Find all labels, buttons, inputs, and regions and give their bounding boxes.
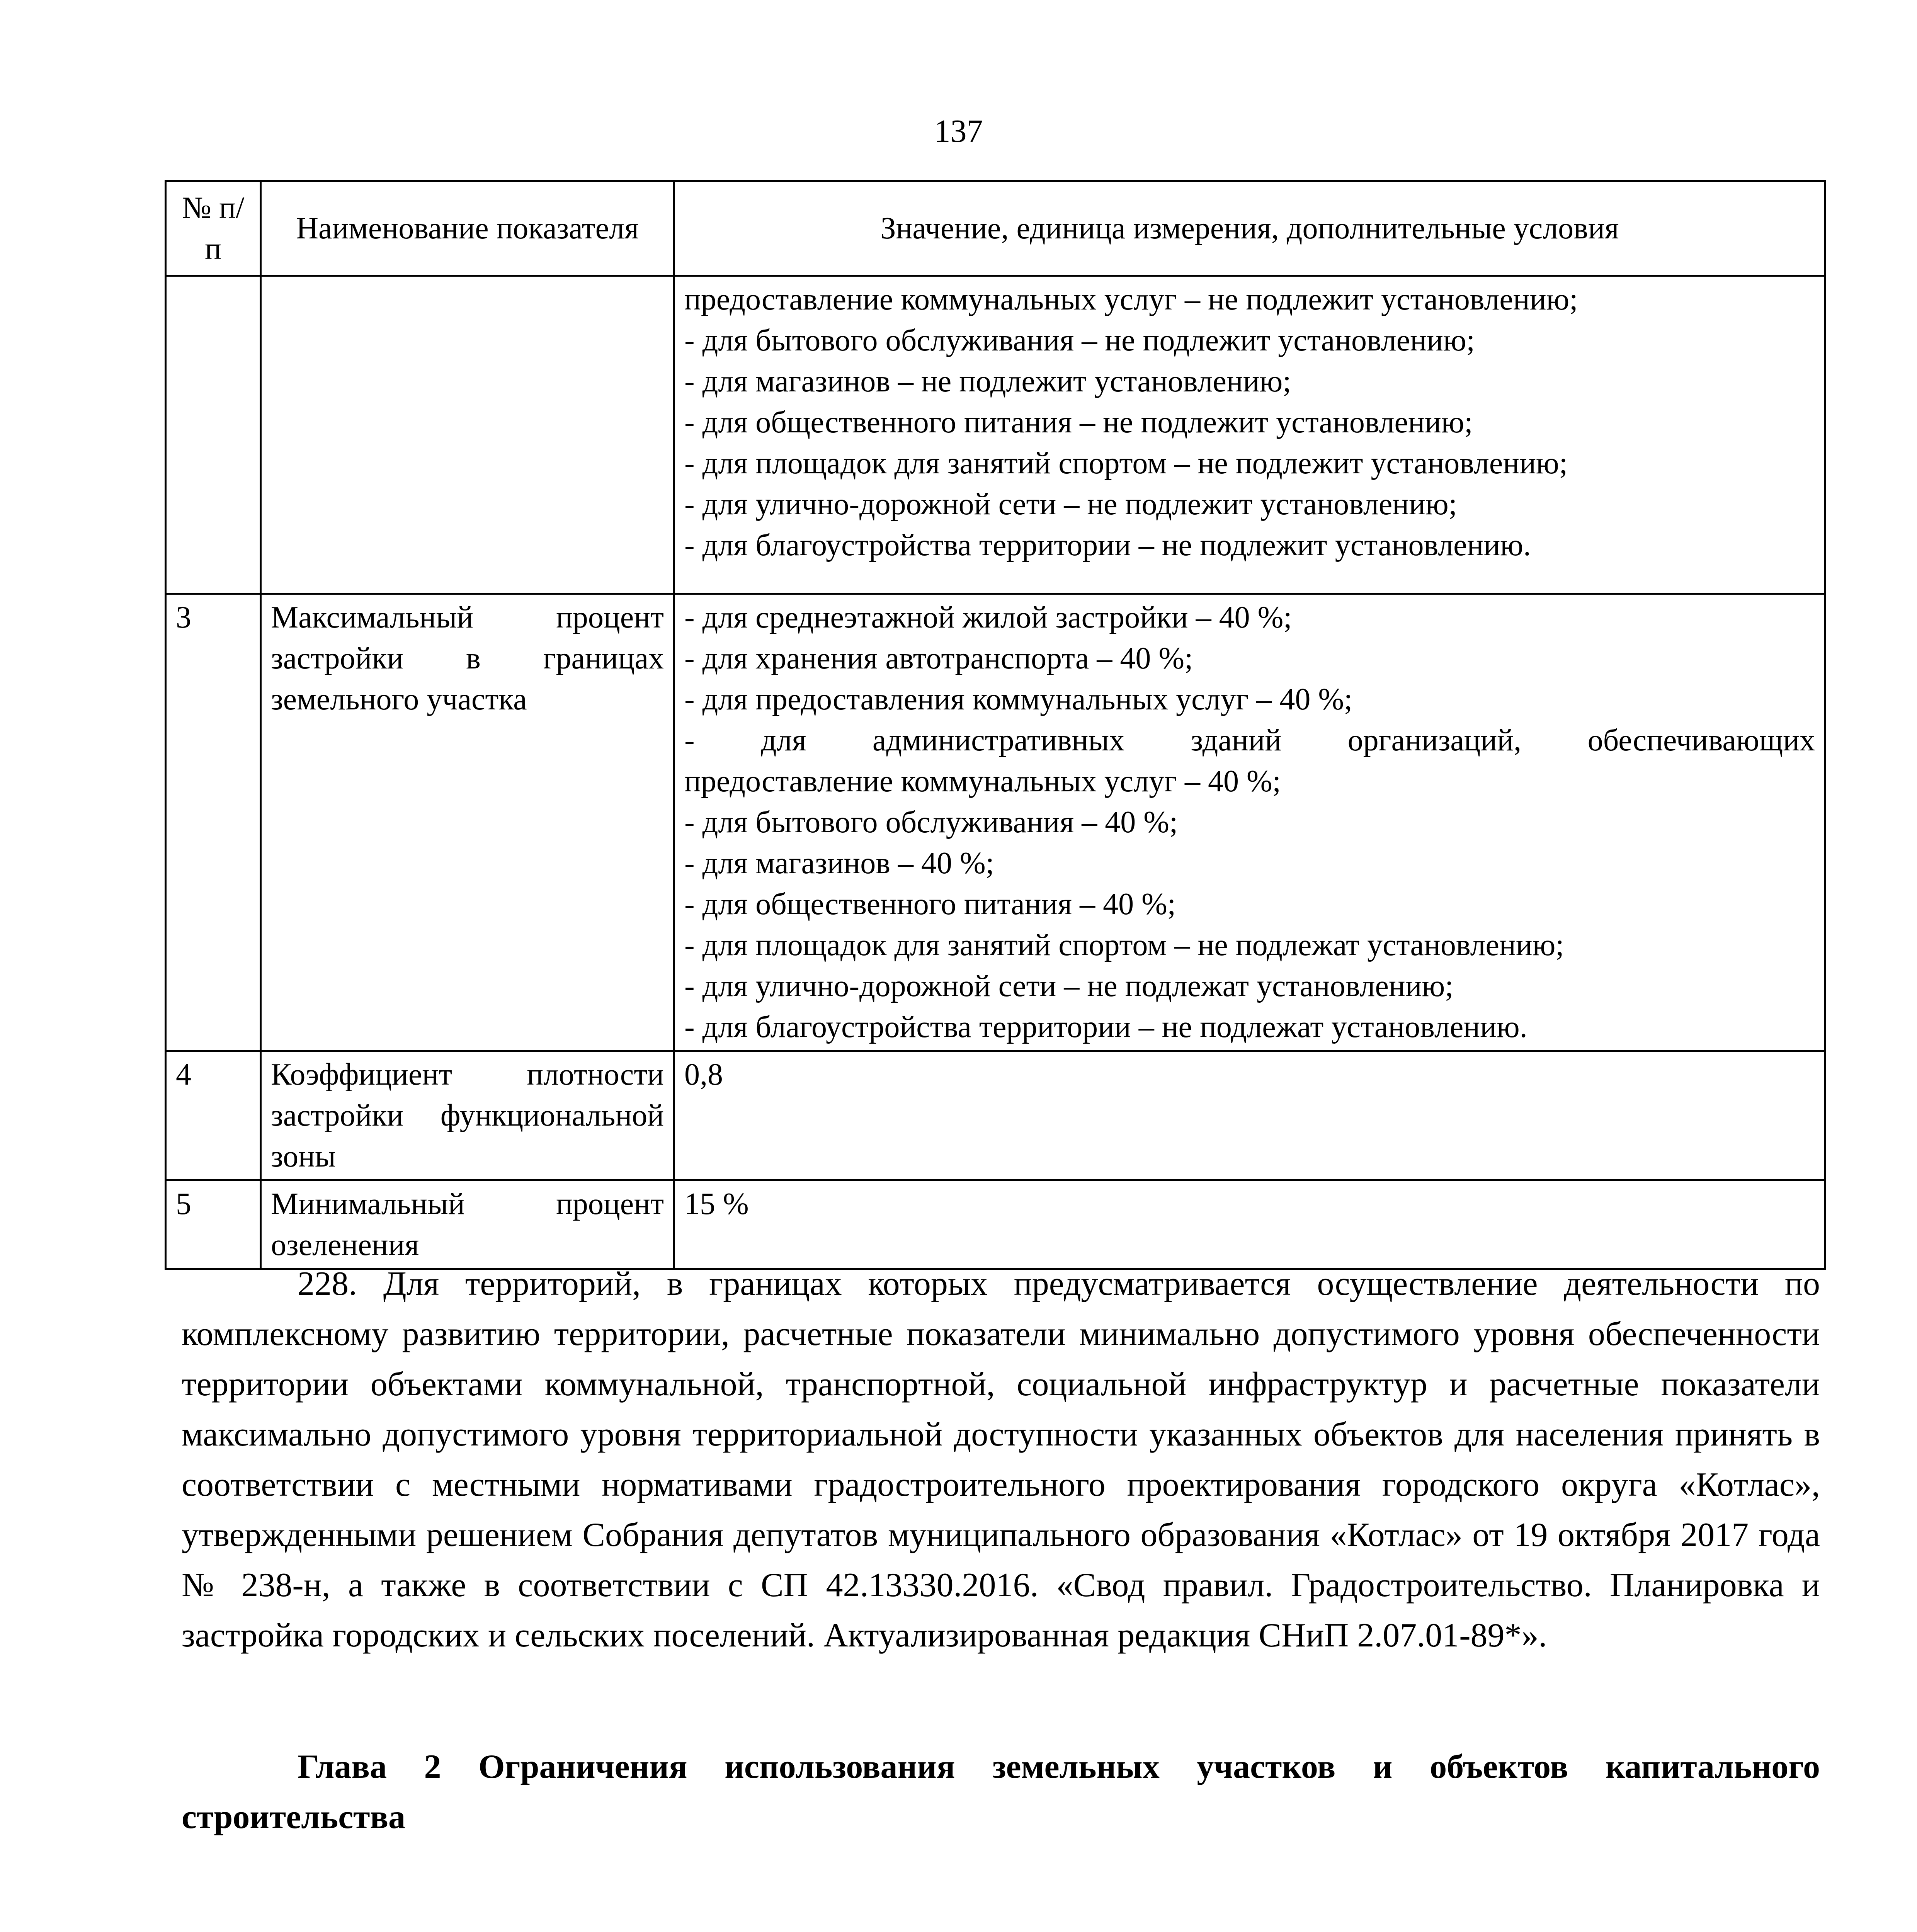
row-num: 5 [166,1180,261,1269]
value-line: - для магазинов – не подлежит установлению; [684,364,1291,398]
row-name: Минимальный процент озеленения [261,1180,674,1269]
value-line: - для административных зданий организаций, обеспечивающих [684,723,1815,757]
value-line: - для магазинов – 40 %; [684,846,994,880]
value-line: - для площадок для занятий спортом – не подлежат установлению; [684,928,1564,962]
value-line: - для хранения автотранспорта – 40 %; [684,641,1193,675]
value-line: - для улично-дорожной сети – не подлежит установлению; [684,487,1457,521]
table-row [166,1180,1825,1269]
table-row [166,1051,1825,1180]
row-name: Максимальный процент застройки в границах земельного участка [261,594,674,1051]
table-header-row [166,181,1825,276]
value-line: - для предоставления коммунальных услуг – 40 %; [684,682,1353,716]
header-name: Наименование показателя [261,181,674,276]
header-value: Значение, единица измерения, дополнительные условия [674,181,1825,276]
value-line: - для среднеэтажной жилой застройки – 40 %; [684,600,1292,634]
value-line: - для общественного питания – 40 %; [684,887,1176,921]
section-heading [182,1927,1820,1932]
continuation-value-cell [674,276,1825,594]
header-num: № п/п [166,181,261,276]
paragraph-228-block [182,1259,1820,1661]
table-row-continuation [166,276,1825,594]
row-num: 4 [166,1051,261,1180]
row-value: 15 % [674,1180,1825,1269]
value-line: - для бытового обслуживания – 40 %; [684,805,1178,839]
value-line: предоставление коммунальных услуг – 40 %; [684,764,1281,798]
row-value [674,594,1825,1051]
row-value: 0,8 [674,1051,1825,1180]
page-number: 137 [934,113,983,149]
value-line: - для благоустройства территории – не подлежит установлению. [684,528,1531,562]
value-line: - для бытового обслуживания – не подлежит установлению; [684,323,1475,357]
value-line: предоставление коммунальных услуг – не подлежит установлению; [684,282,1578,316]
indicators-table [165,180,1826,1270]
chapter-heading: Глава 2 Ограничения использования земельных участков и объектов капитального строительства [182,1748,1820,1836]
row-name: Коэффициент плотности застройки функциональной зоны [261,1051,674,1180]
row-num: 3 [166,594,261,1051]
value-line: - для площадок для занятий спортом – не подлежит установлению; [684,446,1568,480]
continuation-num-cell [166,276,261,594]
value-line: - для благоустройства территории – не подлежат установлению. [684,1010,1527,1044]
value-line: - для общественного питания – не подлежит установлению; [684,405,1473,439]
continuation-name-cell [261,276,674,594]
table-row [166,594,1825,1051]
value-line: - для улично-дорожной сети – не подлежат установлению; [684,969,1454,1003]
paragraph-228: 228. Для территорий, в границах которых предусматривается осуществление деятельности по комплексному развитию территории, расчетные показатели минимально допустимого уровня обеспеченности территории объектами коммунальной, транспортной, социальной инфраструктур и расчетные показатели максимально допустимого уровня территориальной доступности указанных объектов для населения принять в соответствии с местными нормативами градостроительного проектирования городского округа «Котлас», утвержденными решением Собрания депутатов муниципального образования «Котлас» от 19 октября 2017 года № 238-н, а также в соответствии с СП 42.13330.2016. «Свод правил. Градостроительство. Планировка и застройка городских и сельских поселений. Актуализированная редакция СНиП 2.07.01-89*». [182,1265,1820,1654]
